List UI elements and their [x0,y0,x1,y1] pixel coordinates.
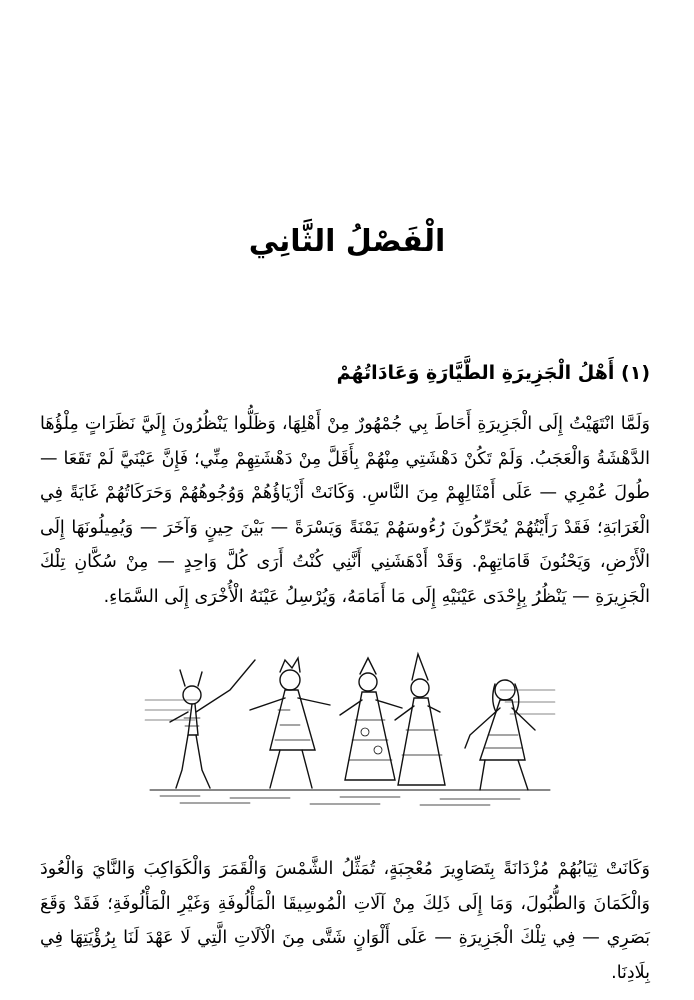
paragraph-2: وَكَانَتْ ثِيَابُهُمْ مُزْدَانَةً بِتَصَاوِيرَ مُعْجِبَةٍ، تُمَثِّلُ الشَّمْسَ وَالْقَمَرَ وَالْكَوَاكِبَ وَالنَّايَ وَالْعُودَ وَالْكَمَانَ وَالطُّبُولَ، وَمَا إِلَى ذَلِكَ مِنْ آلَاتِ الْمُوسِيقَا الْمَأْلُوفَةِ وَغَيْرِ الْمَأْلُوفَةِ؛ فَقَدْ وَقَعَ بَصَرِي — فِي تِلْكَ الْجَزِيرَةِ — عَلَى أَلْوَانٍ شَتَّى مِنَ الْآلَاتِ الَّتِي لَا عَهْدَ لَنَا بِرُؤْيَتِهَا فِي بِلَادِنَا. [40,859,650,983]
paragraph-1: وَلَمَّا انْتَهَيْتُ إِلَى الْجَزِيرَةِ أَحَاطَ بِي جُمْهُورٌ مِنْ أَهْلِهَا، وَظَلُّوا يَنْظُرُونَ إِلَيَّ نَظَرَاتٍ مِلْؤُهَا الدَّهْشَةُ وَالْعَجَبُ. وَلَمْ تَكُنْ دَهْشَتِي مِنْهُمْ بِأَقَلَّ مِنْ دَهْشَتِهِمْ مِنِّي؛ فَإِنَّ عَيْنَيَّ لَمْ تَقَعَا — طُولَ عُمْرِي — عَلَى أَمْثَالِهِمْ مِنَ النَّاسِ. وَكَانَتْ أَزْيَاؤُهُمْ وَوُجُوهُهُمْ وَحَرَكَاتُهُمْ غَايَةً فِي الْغَرَابَةِ؛ فَقَدْ رَأَيْتُهُمْ يُحَرِّكُونَ رُءُوسَهُمْ يَمْنَةً وَيَسْرَةً — بَيْنَ حِينٍ وَآخَرَ — وَيُمِيلُونَهَا إِلَى الْأَرْضِ، وَيَحْنُونَ قَامَاتِهِمْ. وَقَدْ أَدْهَشَنِي أَنَّنِي كُنْتُ أَرَى كُلَّ وَاحِدٍ — مِنْ سُكَّانِ تِلْكَ الْجَزِيرَةِ — يَنْظُرُ بِإِحْدَى عَيْنَيْهِ إِلَى مَا أَمَامَهُ، وَيُرْسِلُ عَيْنَهُ الْأُخْرَى إِلَى السَّمَاءِ. [40,414,650,607]
engraving-islanders-icon [140,640,560,815]
section-heading: (١) أَهْلُ الْجَزِيرَةِ الطَّيَّارَةِ وَعَادَاتُهُمْ [336,362,650,384]
chapter-title: الْفَصْلُ الثَّانِي [248,224,446,259]
